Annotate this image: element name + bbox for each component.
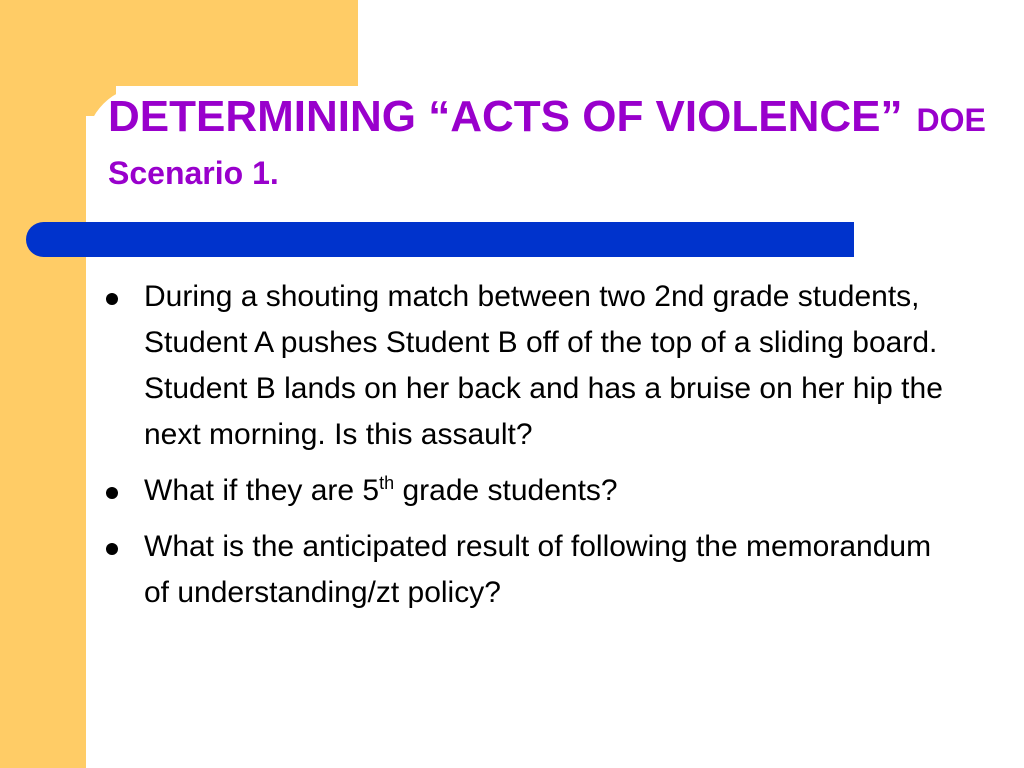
left-accent-bar: [0, 0, 86, 768]
bullet-dot-icon: [106, 487, 118, 499]
bullet-text: [144, 468, 944, 514]
top-accent-bar: [0, 0, 358, 86]
bullet-item: [102, 524, 982, 616]
title-subtitle: DOE Scenario 1: [108, 102, 986, 191]
slide-title: [108, 92, 988, 198]
bullet-text: During a shouting match between two 2nd grade students, Student A pushes Student B off of the top of a sliding board. Student B lands on her back and has a bruise on her hip the next morning. Is this assault?: [144, 280, 943, 451]
bullet-text-superscript: th: [379, 473, 395, 493]
bullet-dot-icon: [106, 293, 118, 305]
bullet-item: [102, 274, 982, 458]
bullet-text-prefix: What if they are 5: [144, 474, 380, 507]
bullet-text-suffix: grade students?: [394, 474, 618, 507]
title-divider-bar: [26, 222, 854, 257]
title-main: DETERMINING “ACTS OF VIOLENCE”: [108, 92, 903, 141]
bullet-text: What is the anticipated result of following the memorandum of understanding/zt policy?: [144, 530, 932, 609]
bullet-item: [102, 468, 982, 514]
title-period: .: [269, 155, 279, 191]
bullet-list: [102, 274, 982, 626]
bullet-dot-icon: [106, 543, 118, 555]
